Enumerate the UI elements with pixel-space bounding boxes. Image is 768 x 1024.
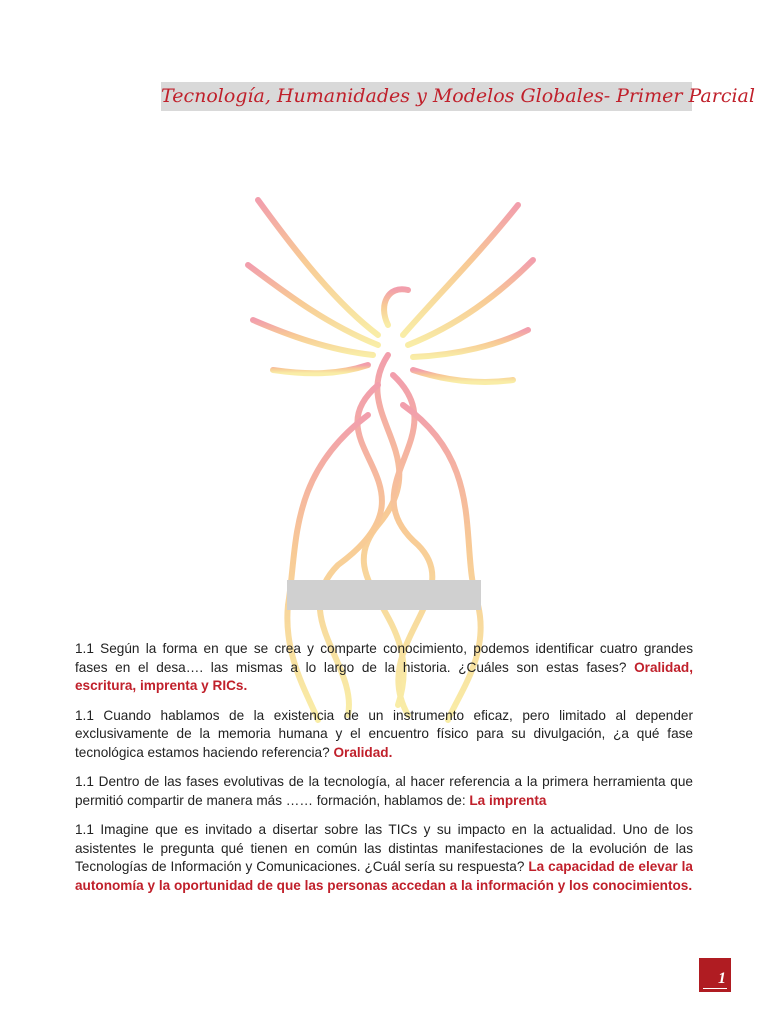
question-answer: Oralidad, escritura, imprenta y RICs. [75,659,693,693]
question-answer: Oralidad. [333,744,393,760]
question-text: 1.1 Cuando hablamos de la existencia de un instrumento eficaz, pero limitado al depender exclusivamente de la memoria humana y el encuentro físico para su divulgación, ¿a qué fase tecnológica estamos haciendo referencia? [75,707,693,760]
question-4 [75,821,693,895]
page-number: 1 [718,970,726,987]
title-banner [161,82,755,111]
question-text: 1.1 Dentro de las fases evolutivas de la tecnología, al hacer referencia a la primera herramienta que permitió compartir de manera más …… formación, hablamos de: [75,774,693,808]
question-text: 1.1 Imagine que es invitado a disertar sobre las TICs y su impacto en la actualidad. Uno de los asistentes le pregunta qué tienen en común las distintas manifestaciones de la evolución de las Tecnologías de Información y Comunicaciones. ¿Cuál sería su respuesta? [75,822,693,874]
document-title: Tecnología, Humanidades y Modelos Globales- Primer Parcial [161,85,755,107]
question-3 [75,773,693,810]
question-answer: La imprenta [469,792,547,808]
questions-list [75,640,693,906]
question-text: 1.1 Según la forma en que se crea y comparte conocimiento, podemos identificar cuatro grandes fases en el desa…. las mismas a lo largo de la historia. ¿Cuáles son estas fases? [75,641,693,675]
gray-placeholder-block [287,580,481,610]
question-answer: La capacidad de elevar la autonomía y la oportunidad de que las personas accedan a la información y los conocimientos. [75,859,693,893]
question-2 [75,707,693,763]
question-1 [75,640,693,696]
page-number-underline [703,988,727,989]
page-number-badge [699,958,731,992]
